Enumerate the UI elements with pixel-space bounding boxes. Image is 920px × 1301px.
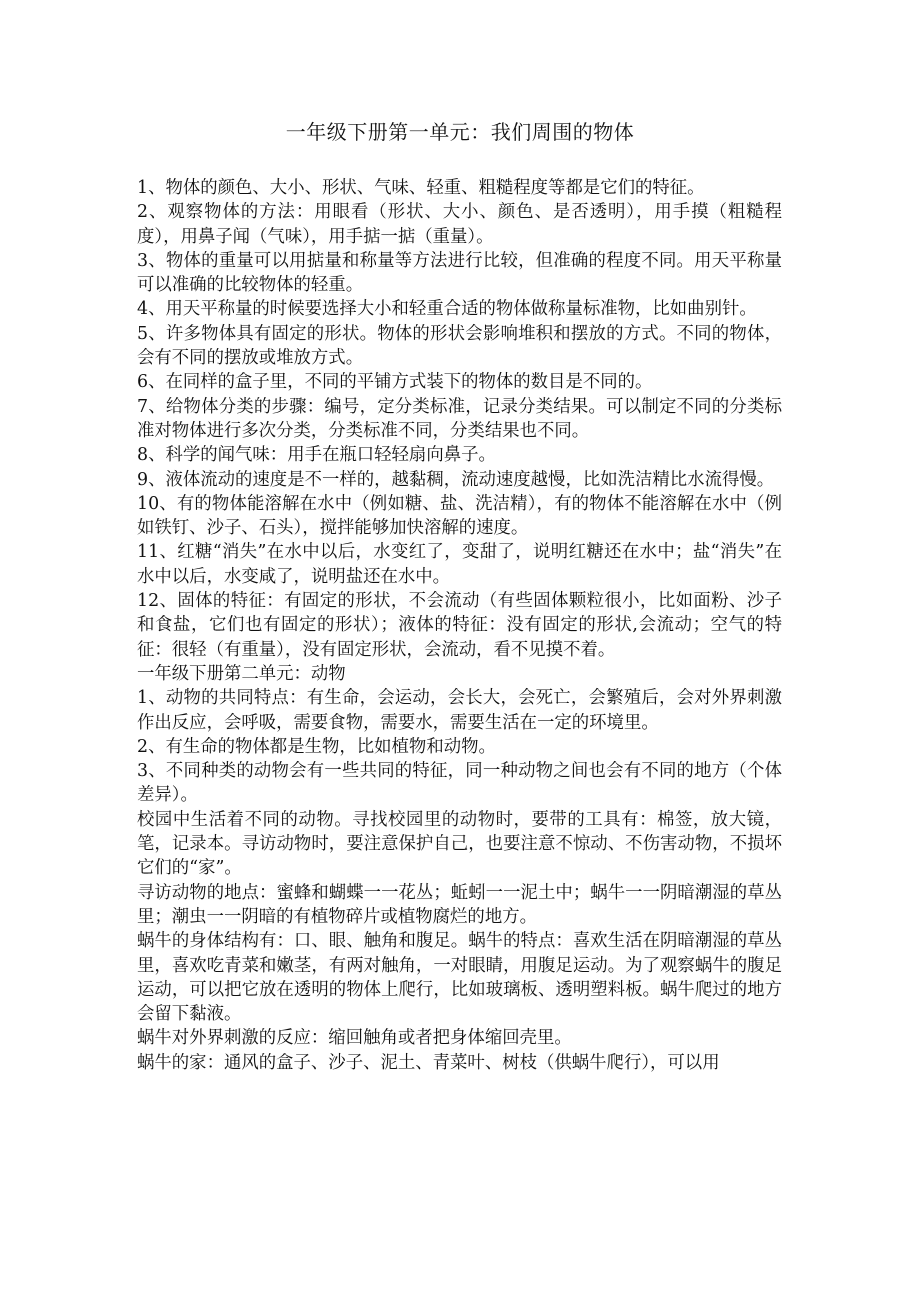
paragraph: 1、物体的颜色、大小、形状、气味、轻重、粗糙程度等都是它们的特征。 [137, 178, 705, 198]
paragraph: 蜗牛对外界刺激的反应：缩回触角或者把身体缩回壳里。 [137, 1028, 572, 1049]
paragraph: 3、不同种类的动物会有一些共同的特征，同一种动物之间也会有不同的地方（个体差异）。 [137, 761, 782, 806]
paragraph: 寻访动物的地点：蜜蜂和蝴蝶一一花丛；蚯蚓一一泥土中；蜗牛一一阴暗潮湿的草丛里；潮虫一一阴暗的有植物碎片或植物腐烂的地方。 [137, 882, 782, 927]
paragraph: 蜗牛的家：通风的盒子、沙子、泥土、青菜叶、树枝（供蜗牛爬行），可以用 [137, 1052, 720, 1073]
section-heading: 一年级下册第二单元：动物 [137, 663, 346, 684]
paragraph: 6、在同样的盒子里，不同的平铺方式装下的物体的数目是不同的。 [137, 372, 653, 393]
paragraph: 7、给物体分类的步骤：编号，定分类标准，记录分类结果。可以制定不同的分类标准对物体进行多次分类，分类标准不同，分类结果也不同。 [137, 396, 782, 441]
paragraph: 4、用天平称量的时候要选择大小和轻重合适的物体做称量标准物，比如曲别针。 [137, 299, 757, 320]
paragraph: 3、物体的重量可以用掂量和称量等方法进行比较，但准确的程度不同。用天平称量可以准确的比较物体的轻重。 [137, 250, 782, 296]
paragraph: 5、许多物体具有固定的形状。物体的形状会影响堆积和摆放的方式。不同的物体，会有不同的摆放或堆放方式。 [137, 323, 782, 369]
paragraph: 蜗牛的身体结构有：口、眼、触角和腹足。蜗牛的特点：喜欢生活在阴暗潮湿的草丛里，喜欢吃青菜和嫩茎，有两对触角，一对眼睛，用腹足运动。为了观察蜗牛的腹足运动，可以把它放在透明的物体上爬行，比如玻璃板、透明塑料板。蜗牛爬过的地方会留下黏液。 [137, 931, 782, 1025]
paragraph: 1、动物的共同特点：有生命，会运动，会长大，会死亡，会繁殖后，会对外界刺激作出反应，会呼吸，需要食物，需要水，需要生活在一定的环境里。 [137, 688, 782, 733]
paragraph: 9、液体流动的速度是不一样的，越黏稠，流动速度越慢，比如洗洁精比水流得慢。 [137, 469, 775, 490]
page-title: 一年级下册第一单元：我们周围的物体 [285, 120, 635, 144]
paragraph: 11、红糖“消失”在水中以后，水变红了，变甜了，说明红糖还在水中；盐“消失”在水中以后，水变咸了，说明盐还在水中。 [137, 542, 782, 587]
paragraph: 12、固体的特征：有固定的形状，不会流动（有些固体颗粒很小，比如面粉、沙子和食盐，它们也有固定的形状）；液体的特征：没有固定的形状,会流动；空气的特征：很轻（有重量），没有固定形状，会流动，看不见摸不着。 [137, 591, 782, 660]
paragraph: 8、科学的闻气味：用手在瓶口轻轻扇向鼻子。 [137, 445, 496, 466]
paragraph: 2、观察物体的方法：用眼看（形状、大小、颜色、是否透明），用手摸（粗糙程度），用鼻子闻（气味），用手掂一掂（重量）。 [137, 202, 782, 247]
document-body [137, 176, 782, 1075]
paragraph: 2、有生命的物体都是生物，比如植物和动物。 [137, 736, 496, 757]
paragraph: 10、有的物体能溶解在水中（例如糖、盐、洗洁精），有的物体不能溶解在水中（例如铁钉、沙子、石头），搅拌能够加快溶解的速度。 [137, 493, 782, 539]
paragraph: 校园中生活着不同的动物。寻找校园里的动物时，要带的工具有：棉签，放大镜，笔，记录本。寻访动物时，要注意保护自己，也要注意不惊动、不伤害动物，不损坏它们的“家”。 [137, 809, 782, 879]
